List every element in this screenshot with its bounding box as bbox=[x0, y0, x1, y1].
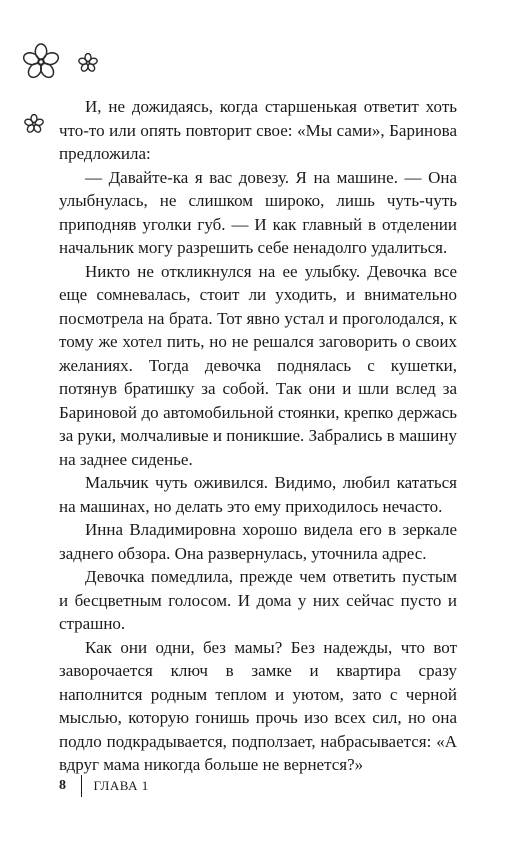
flower-icon bbox=[22, 43, 60, 79]
flower-icon bbox=[78, 53, 98, 72]
paragraph: Мальчик чуть оживился. Видимо, любил кататься на машинах, но делать это ему приходилось нечасто. bbox=[59, 473, 457, 516]
footer-divider bbox=[81, 775, 82, 797]
chapter-label: ГЛАВА 1 bbox=[93, 778, 149, 793]
paragraph: Девочка помедлила, прежде чем ответить пустым и бесцветным голосом. И дома у них сейчас пусто и страшно. bbox=[59, 567, 457, 633]
page-body bbox=[59, 95, 457, 777]
paragraph: Инна Владимировна хорошо видела его в зеркале заднего обзора. Она развернулась, уточнила адрес. bbox=[59, 520, 457, 563]
paragraph: И, не дожидаясь, когда старшенькая ответит хоть что-то или опять повторит свое: «Мы сами», Баринова предложила: bbox=[59, 97, 457, 163]
paragraph: Как они одни, без мамы? Без надежды, что вот заворочается ключ в замке и квартира сразу наполнится родным теплом и уютом, зато с черной мыслью, которую гонишь прочь изо всех сил, но она подло подкрадывается, подползает, набрасывается: «А вдруг мама никогда больше не вернется?» bbox=[59, 637, 457, 774]
page-number: 8 bbox=[59, 778, 67, 793]
page-footer bbox=[59, 775, 149, 797]
paragraph: Никто не откликнулся на ее улыбку. Девочка все еще сомневалась, стоит ли уходить, и внимательно посмотрела на брата. Тот явно устал и проголодался, к тому же хотел пить, но не решался заговорить о своих желаниях. Тогда девочка поднялась с кушетки, потянув братишку за собой. Так они и шли вслед за Бариновой до автомобильной стоянки, крепко держась за руки, молчаливые и поникшие. Забрались в машину на заднее сиденье. bbox=[59, 261, 457, 469]
paragraph: — Давайте-ка я вас довезу. Я на машине. — Она улыбнулась, не слишком широко, лишь чуть-чуть приподняв уголки губ. — И как главный в отделении начальник могу разрешить себе ненадолго удалиться. bbox=[59, 167, 457, 257]
flower-icon bbox=[24, 114, 44, 133]
